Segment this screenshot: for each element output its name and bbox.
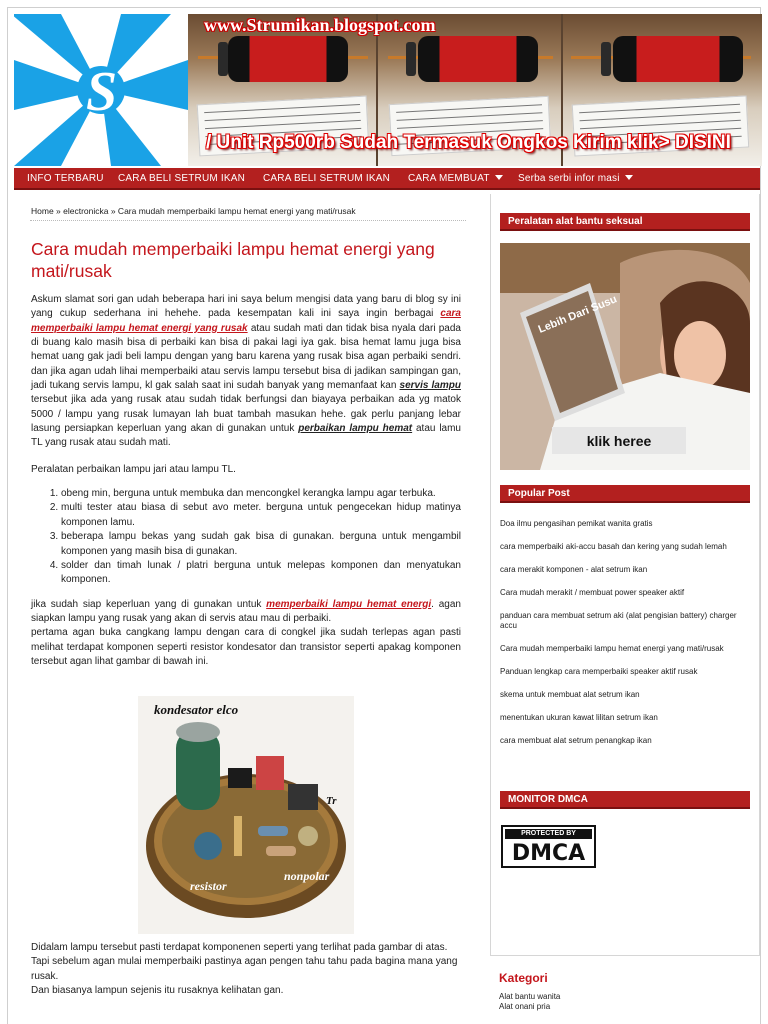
link-memperbaiki-lampu[interactable]: memperbaiki lampu hemat energi: [266, 598, 432, 610]
dmca-badge-top: PROTECTED BY: [505, 829, 592, 839]
bold-perbaikan-lampu: perbaikan lampu hemat: [298, 423, 413, 435]
paragraph-dan: Dan biasanya lampun sejenis itu rusaknya kelihatan gan.: [31, 985, 284, 997]
text: tersebut jika ada yang rusak atau sudah tidak berfungsi dan biayaya perbaikan ada yg matok 5000 / lampu yang rusak lumayan lah buat tambah masukan hehe. gak perlu panjang lebar lasung persiapkan keperluan yang akan di gunakan untuk: [31, 394, 461, 435]
text: atau sudah mati dan tidak bisa nyala dari pada di buang kalo masih bisa di perbaiki kan bisa di pakai lagi iya gak. bisa hemat lamu juga bisa hemat uang gak jadi beli lampu dengan yang baru karena yang rusak bisa agan perbaiki sendri. dan jika agan udah lihai memperbaiki atau servis lampu tersebut bisa di jadikan sampingan gan, jadi tukang servis lampu, kl gak salah saat ini sudah banyak yang memanfaat kan: [31, 322, 461, 392]
popular-post-link[interactable]: cara merakit komponen - alat setrum ikan: [500, 565, 648, 574]
nav-item-serba-serbi[interactable]: [518, 173, 633, 184]
breadcrumb-divider: [30, 220, 466, 221]
text: . agan siapkan lampu yang rusak yang akan di servis atau mau di perbaiki.: [31, 598, 461, 624]
paragraph-didalam: Didalam lampu tersebut pasti terdapat komponenen seperti yang terlihat pada gambar di atas.: [31, 942, 448, 953]
popular-post-link[interactable]: Panduan lengkap cara memperbaiki speaker aktif rusak: [500, 667, 698, 676]
nav-item-info-terbaru[interactable]: INFO TERBARU: [27, 173, 104, 184]
link-cara-memperbaiki[interactable]: cara memperbaiki lampu hemat energi yang rusak: [31, 308, 461, 334]
sidebar-heading-dmca: MONITOR DMCA: [500, 791, 750, 809]
nav-item-cara-beli-2[interactable]: CARA BELI SETRUM IKAN: [263, 173, 391, 184]
circuit-board-photo: [138, 696, 354, 934]
list-item: 1. obeng min, berguna untuk membuka dan mencongkel kerangka lampu agar terbuka.: [61, 487, 461, 501]
site-url[interactable]: www.Strumikan.blogspot.com: [204, 15, 436, 35]
logo-pinwheel-icon: [14, 14, 188, 166]
svg-text:S: S: [86, 61, 118, 123]
dmca-badge-text: DMCA: [511, 841, 586, 866]
label-elco: kondesator elco: [154, 702, 239, 717]
post-title[interactable]: Cara mudah memperbaiki lampu hemat energi yang mati/rusak: [31, 239, 435, 281]
header-banner[interactable]: [14, 14, 762, 166]
paragraph-tools-heading: Peralatan perbaikan lampu jari atau lampu TL.: [31, 463, 236, 475]
sidebar-heading-popular: Popular Post: [500, 485, 750, 503]
kategori-list: [499, 992, 560, 1012]
popular-post-link[interactable]: Cara mudah memperbaiki lampu hemat energi yang mati/rusak: [500, 644, 724, 653]
kategori-link[interactable]: Alat bantu wanita: [499, 992, 561, 1001]
paragraph-intro: [31, 293, 461, 451]
label-tr: Tr: [326, 795, 337, 807]
popular-post-link[interactable]: cara membuat alat setrum penangkap ikan: [500, 736, 652, 745]
dmca-badge[interactable]: [501, 825, 596, 868]
chevron-down-icon: [495, 175, 503, 180]
tools-list: [61, 487, 461, 587]
list-item: 2. multi tester atau biasa di sebut avo meter. berguna untuk pengecekan hidup matinya komponen lamu.: [61, 501, 461, 530]
text: jika sudah siap keperluan yang di gunakan untuk: [31, 598, 267, 610]
site-logo[interactable]: [14, 14, 188, 166]
ad-book-title: Lebih Dari Susu: [536, 293, 619, 336]
nav-item-label: Serba serbi infor masi: [518, 173, 620, 184]
nav-item-label: CARA MEMBUAT: [408, 173, 490, 184]
paragraph-siap: [31, 598, 461, 627]
ad-image[interactable]: [500, 243, 750, 470]
main-nav: [14, 168, 760, 190]
nav-item-cara-membuat[interactable]: [408, 173, 503, 184]
breadcrumb[interactable]: Home » electronicka » Cara mudah memperbaiki lampu hemat energi yang mati/rusak: [31, 206, 356, 216]
nav-item-cara-beli-1[interactable]: CARA BELI SETRUM IKAN: [118, 173, 246, 184]
popular-post-list: [500, 519, 750, 759]
bold-servis-lampu: servis lampu: [399, 380, 461, 392]
popular-post-link[interactable]: skema untuk membuat alat setrum ikan: [500, 690, 640, 699]
popular-post-link[interactable]: Doa ilmu pengasihan pemikat wanita gratis: [500, 519, 653, 528]
text: Askum slamat sori gan udah beberapa hari ini saya belum mengisi data yang baru di blog sy ini yang cukup sederhana ini hehehe. pada kesempatan kali ini saya ingin berbagai: [31, 294, 461, 320]
promo-text[interactable]: / Unit Rp500rb Sudah Termasuk Ongkos Kirim klik> DISINI: [206, 132, 731, 153]
popular-post-link[interactable]: Cara mudah merakit / membuat power speaker aktif: [500, 588, 685, 597]
list-item: 3. beberapa lampu bekas yang sudah gak bisa di gunakan. berguna untuk mengambil komponen yang masih bisa di gunakan.: [61, 530, 461, 559]
kategori-link[interactable]: Alat onani pria: [499, 1002, 551, 1011]
kategori-heading: Kategori: [499, 971, 548, 985]
list-item: 4. solder dan timah lunak / platri berguna untuk melepas komponen dan menyatukan komponen.: [61, 559, 461, 588]
sidebar-heading-ad: Peralatan alat bantu seksual: [500, 213, 750, 231]
post-body: [31, 293, 461, 669]
chevron-down-icon: [625, 175, 633, 180]
popular-post-link[interactable]: menentukan ukuran kawat lilitan setrum ikan: [500, 713, 658, 722]
popular-post-link[interactable]: cara memperbaiki aki-accu basah dan kering yang sudah lemah: [500, 542, 727, 551]
paragraph-tapi: Tapi sebelum agan mulai memperbaiki pastinya agan pengen tahu tahu pada bagina mana yang rusak.: [31, 956, 458, 982]
paragraph-pertama: pertama agan buka cangkang lampu dengan cara di congkel jika sudah terlepas agan pasti melihat terdapat komponen seperti resistor kondesator dan transistor seperti apakag komponen tersebut agan lihat gambar di bawah ini.: [31, 627, 461, 667]
ad-button[interactable]: klik heree: [586, 433, 652, 449]
header-photo: [188, 14, 762, 166]
text: atau lamu TL yang rusak atau sudah mati.: [31, 423, 461, 449]
label-resistor: resistor: [190, 879, 227, 893]
label-nonpolar: nonpolar: [284, 869, 330, 883]
post-body-continued: [31, 941, 461, 998]
popular-post-link[interactable]: panduan cara membuat setrum aki (alat pengisian battery) charger accu: [500, 611, 737, 630]
